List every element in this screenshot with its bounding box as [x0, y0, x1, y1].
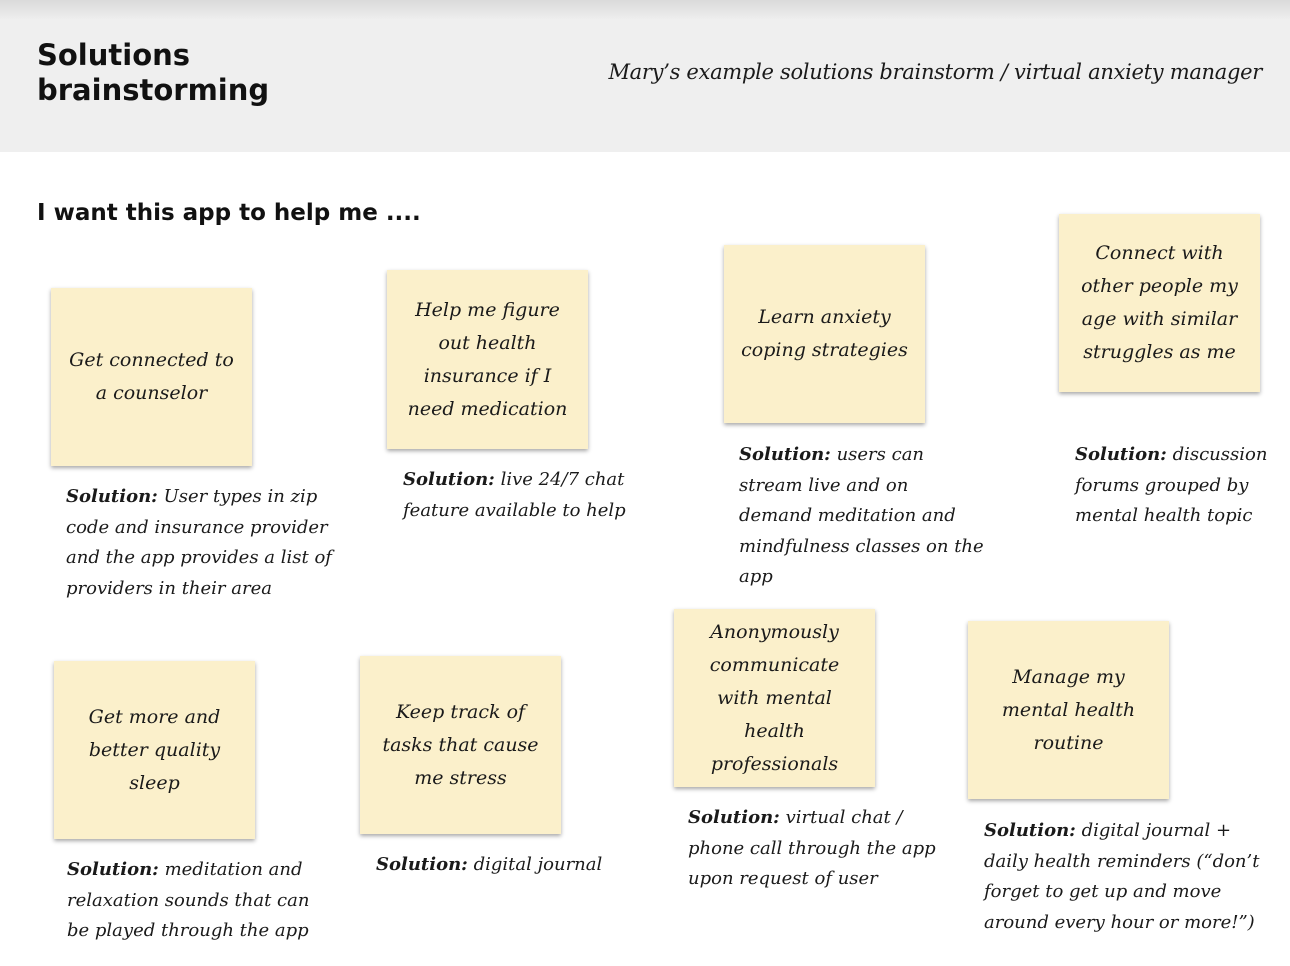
- sticky-note-connect: [1059, 214, 1260, 392]
- solution-label: Solution:: [376, 854, 468, 875]
- header-bar: [0, 0, 1290, 152]
- solution-label: Solution:: [739, 444, 831, 465]
- sticky-note-text: Help me figure out health insurance if I need medication: [407, 298, 568, 420]
- sticky-note-routine: [968, 621, 1169, 799]
- solution-label: Solution:: [1075, 444, 1167, 465]
- solution-text: digital journal + daily health reminders (“don’t forget to get up and move around every hour or more!”): [984, 820, 1260, 933]
- solution-anonymous: [688, 803, 938, 895]
- solution-label: Solution:: [66, 486, 158, 507]
- solution-label: Solution:: [688, 807, 780, 828]
- solution-text: discussion forums grouped by mental health topic: [1075, 444, 1268, 526]
- solution-coping: [739, 440, 984, 593]
- sticky-note-coping: [724, 245, 925, 423]
- solution-text: users can stream live and on demand meditation and mindfulness classes on the app: [739, 444, 984, 587]
- solution-tasks: [376, 850, 606, 881]
- sticky-note-sleep: [54, 661, 255, 839]
- solution-label: Solution:: [67, 859, 159, 880]
- sticky-note-text: Get more and better quality sleep: [88, 705, 221, 794]
- solution-text: digital journal: [473, 854, 603, 875]
- solution-label: Solution:: [403, 469, 495, 490]
- solution-sleep: [67, 855, 327, 947]
- solution-label: Solution:: [984, 820, 1076, 841]
- solution-connect: [1075, 440, 1275, 532]
- sticky-note-text: Anonymously communicate with mental health professionals: [709, 620, 840, 775]
- sticky-note-anonymous: [674, 609, 875, 787]
- solution-routine: [984, 816, 1274, 938]
- sticky-note-counselor: [51, 288, 252, 466]
- sticky-note-text: Keep track of tasks that cause me stress: [382, 700, 539, 789]
- solution-counselor: [66, 482, 346, 604]
- sticky-note-text: Connect with other people my age with similar struggles as me: [1081, 242, 1238, 363]
- sticky-note-tasks: [360, 656, 561, 834]
- sticky-note-insurance: [387, 270, 588, 449]
- prompt-heading: I want this app to help me ....: [37, 200, 421, 226]
- sticky-note-text: Get connected to a counselor: [69, 349, 234, 404]
- page-title: Solutions brainstorming: [37, 38, 270, 107]
- sticky-note-text: Learn anxiety coping strategies: [741, 306, 908, 361]
- solution-text: User types in zip code and insurance provider and the app provides a list of providers in their area: [66, 486, 332, 599]
- solution-text: meditation and relaxation sounds that can be played through the app: [67, 859, 310, 941]
- solution-text: virtual chat / phone call through the app upon request of user: [688, 807, 936, 889]
- solution-insurance: [403, 465, 633, 526]
- solution-text: live 24/7 chat feature available to help: [403, 469, 626, 521]
- page-subtitle: Mary’s example solutions brainstorm / virtual anxiety manager: [608, 60, 1262, 84]
- sticky-note-text: Manage my mental health routine: [1001, 665, 1136, 754]
